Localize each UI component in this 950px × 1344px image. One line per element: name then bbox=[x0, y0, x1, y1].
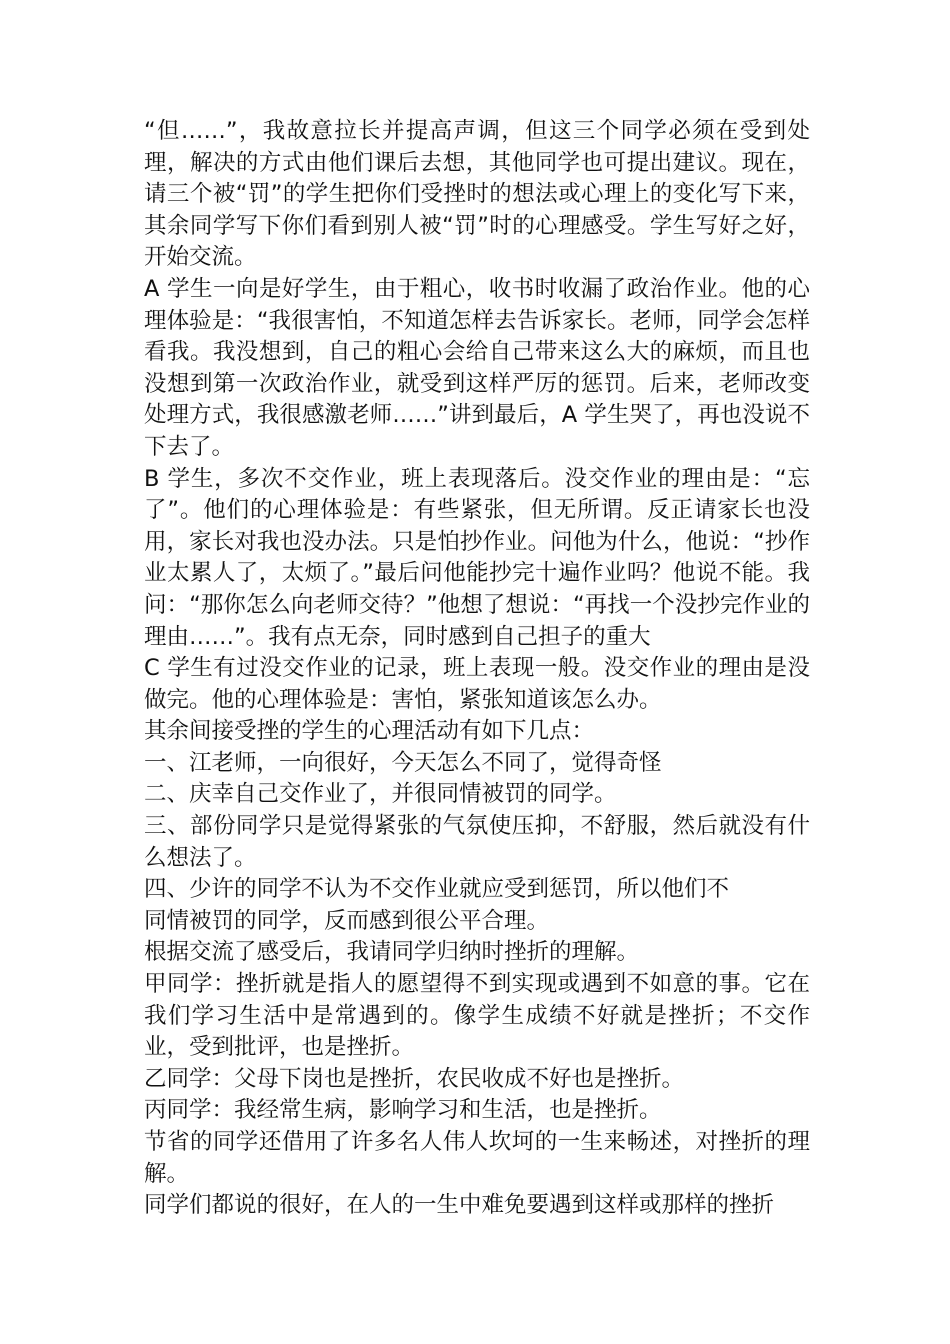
paragraph-conclusion: 同学们都说的很好，在人的一生中难免要遇到这样或那样的挫折 bbox=[144, 1192, 775, 1219]
document-body bbox=[144, 116, 810, 1222]
paragraph-student-yi: 乙同学：父母下岗也是挫折，农民收成不好也是挫折。 bbox=[144, 1065, 685, 1092]
list-item-3: 三、部份同学只是觉得紧张的气氛使压抑，不舒服，然后就没有什么想法了。 bbox=[144, 813, 810, 871]
list-item-4: 四、少许的同学不认为不交作业就应受到惩罚，所以他们不 bbox=[144, 876, 730, 903]
paragraph-summary-request: 根据交流了感受后，我请同学归纳时挫折的理解。 bbox=[144, 939, 640, 966]
paragraph-student-c: C 学生有过没交作业的记录，班上表现一般。没交作业的理由是没做完。他的心理体验是：害怕，紧张知道该怎么办。 bbox=[144, 655, 810, 713]
paragraph-student-a: A 学生一向是好学生，由于粗心，收书时收漏了政治作业。他的心理体验是：“我很害怕，不知道怎样去告诉家长。老师，同学会怎样看我。我没想到，自己的粗心会给自己带来这么大的麻烦，而且也没想到第一次政治作业，就受到这样严厉的惩罚。后来，老师改变处理方式，我很感激老师……”讲到最后，A 学生哭了，再也没说不下去了。 bbox=[144, 275, 810, 460]
paragraph-student-bing: 丙同学：我经常生病，影响学习和生活，也是挫折。 bbox=[144, 1097, 662, 1124]
list-item-2: 二、庆幸自己交作业了，并很同情被罚的同学。 bbox=[144, 781, 617, 808]
list-item-4-continued: 同情被罚的同学，反而感到很公平合理。 bbox=[144, 907, 550, 934]
list-item-1: 一、江老师，一向很好，今天怎么不同了，觉得奇怪 bbox=[144, 749, 662, 776]
paragraph-student-jia: 甲同学：挫折就是指人的愿望得不到实现或遇到不如意的事。它在我们学习生活中是常遇到的。像学生成绩不好就是挫折；不交作业，受到批评，也是挫折。 bbox=[144, 971, 810, 1061]
paragraph-intro: “但……”，我故意拉长并提高声调，但这三个同学必须在受到处理，解决的方式由他们课后去想，其他同学也可提出建议。现在，请三个被“罚”的学生把你们受挫时的想法或心理上的变化写下来，其余同学写下你们看到别人被“罚”时的心理感受。学生写好之好，开始交流。 bbox=[144, 118, 810, 271]
paragraph-student-b: B 学生，多次不交作业，班上表现落后。没交作业的理由是：“忘了”。他们的心理体验是：有些紧张，但无所谓。反正请家长也没用，家长对我也没办法。只是怕抄作业。问他为什么，他说：“抄作业太累人了，太烦了。”最后问他能抄完十遍作业吗？他说不能。我问：“那你怎么向老师交待？”他想了想说：“再找一个没抄完作业的理由……”。我有点无奈，同时感到自己担子的重大 bbox=[144, 465, 810, 650]
paragraph-others-heading: 其余间接受挫的学生的心理活动有如下几点： bbox=[144, 718, 595, 745]
paragraph-famous-people: 节省的同学还借用了许多名人伟人坎坷的一生来畅述，对挫折的理解。 bbox=[144, 1129, 810, 1187]
